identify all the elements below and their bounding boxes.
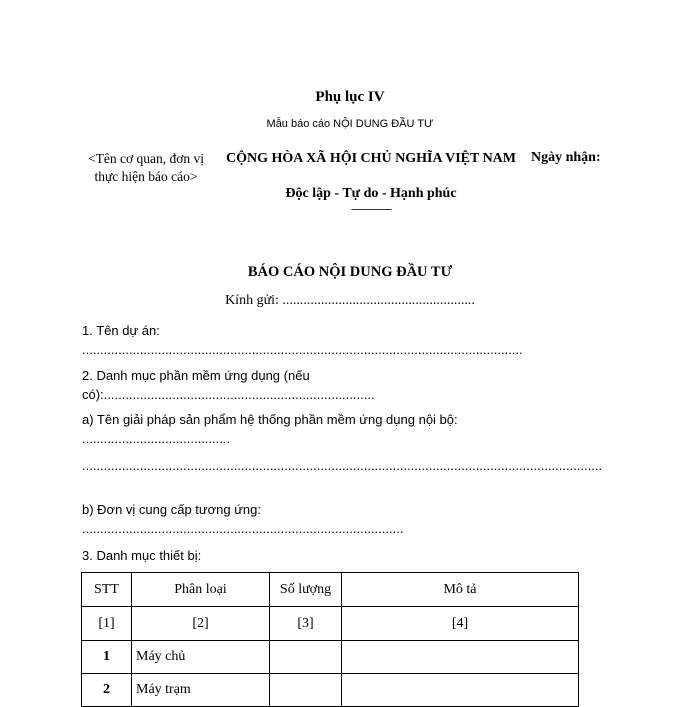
table-row <box>82 674 579 707</box>
index-cell: [1] <box>82 607 132 641</box>
dotted-fill-line: ................................................................................................................................................ <box>82 458 603 473</box>
appendix-title: Phụ lục IV <box>315 89 385 105</box>
provider-field: b) Đơn vị cung cấp tương ứng: ......................................................................................... <box>82 502 404 536</box>
table-row <box>82 641 579 674</box>
header-category: Phân loại <box>132 573 270 607</box>
row-stt: 2 <box>82 674 132 707</box>
recipient-line: Kính gửi: ....................................................... <box>225 293 475 308</box>
header-stt: STT <box>82 573 132 607</box>
table-header-row <box>82 573 579 607</box>
table-index-row <box>82 607 579 641</box>
row-quantity[interactable] <box>270 674 342 707</box>
agency-line-1: <Tên cơ quan, đơn vị <box>88 151 204 166</box>
form-subtitle: Mẫu báo cáo NỘI DUNG ĐẦU TƯ <box>266 118 434 130</box>
project-name-field: 1. Tên dự án: .......................................................................................................................... <box>82 323 523 357</box>
row-description[interactable] <box>342 674 579 707</box>
index-cell: [4] <box>342 607 579 641</box>
header-description: Mô tả <box>342 573 579 607</box>
row-stt: 1 <box>82 641 132 674</box>
row-quantity[interactable] <box>270 641 342 674</box>
agency-placeholder <box>84 150 208 186</box>
motto-underline: --------------- <box>351 203 391 215</box>
equipment-table <box>81 572 579 707</box>
equipment-list-heading: 3. Danh mục thiết bị: <box>82 548 202 563</box>
national-title: CỘNG HÒA XÃ HỘI CHỦ NGHĨA VIỆT NAM <box>225 151 516 166</box>
row-category: Máy chủ <box>132 641 270 674</box>
header-quantity: Số lượng <box>270 573 342 607</box>
agency-line-2: thực hiện báo cáo> <box>94 169 198 184</box>
solution-name-field: a) Tên giải pháp sản phẩm hệ thống phần mềm ứng dụng nội bộ: ......................................... <box>82 412 458 446</box>
national-motto: Độc lập - Tự do - Hạnh phúc <box>285 186 457 201</box>
report-title: BÁO CÁO NỘI DUNG ĐẦU TƯ <box>247 264 453 280</box>
received-date-label: Ngày nhận: <box>531 150 601 165</box>
index-cell: [2] <box>132 607 270 641</box>
row-description[interactable] <box>342 641 579 674</box>
software-list-field: 2. Danh mục phần mềm ứng dụng (nếu có):........................................................................... <box>82 368 375 402</box>
row-category: Máy trạm <box>132 674 270 707</box>
index-cell: [3] <box>270 607 342 641</box>
